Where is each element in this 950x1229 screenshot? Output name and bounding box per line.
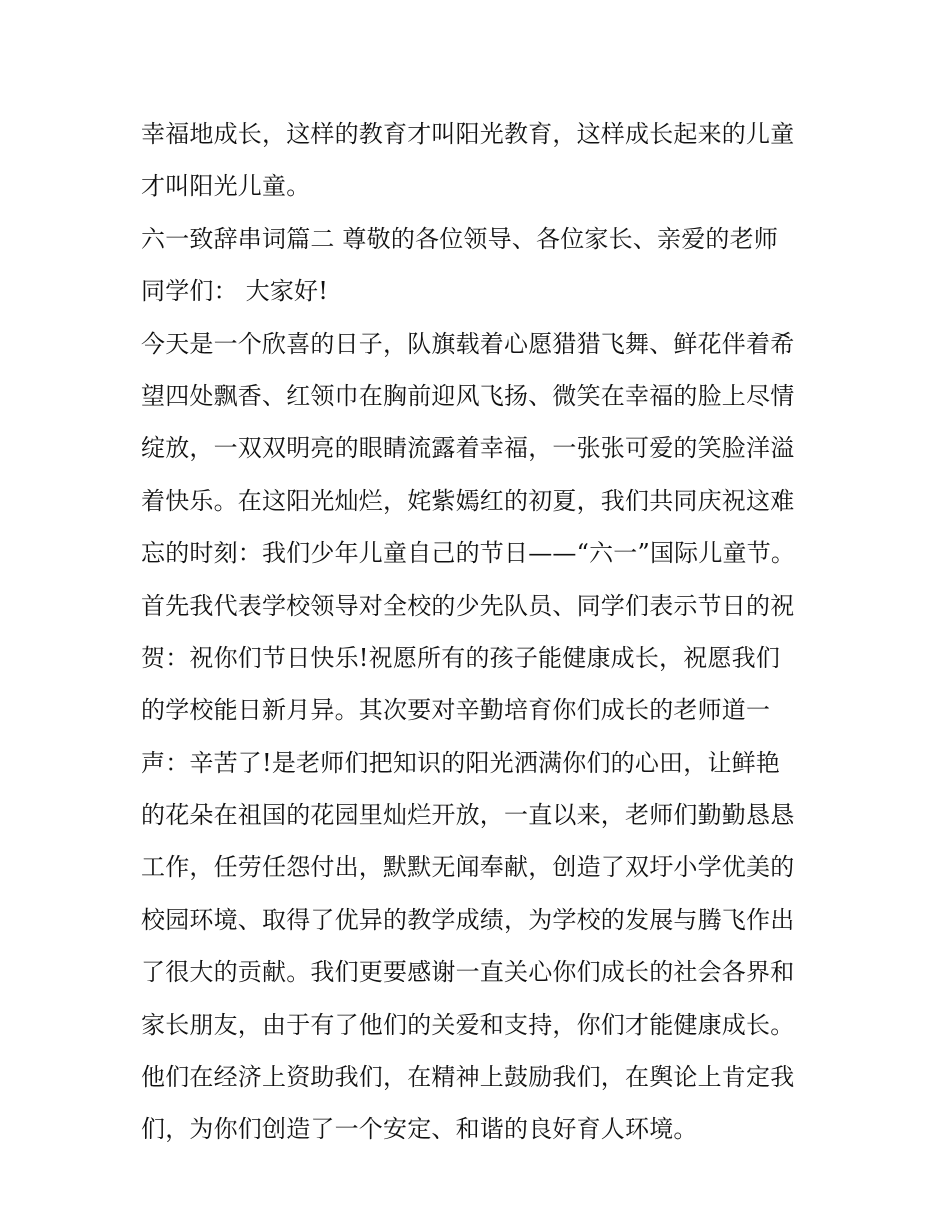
text-line: 着快乐。在这阳光灿烂，姹紫嫣红的初夏，我们共同庆祝这难 [141, 486, 795, 515]
text-line: 望四处飘香、红领巾在胸前迎风飞扬、微笑在幸福的脸上尽情 [141, 381, 795, 410]
text-line: 幸福地成长，这样的教育才叫阳光教育，这样成长起来的儿童 [141, 120, 795, 148]
section-heading-line: 六一致辞串词篇二 尊敬的各位领导、各位家长、亲爱的老师 [141, 224, 779, 253]
text-line: 了很大的贡献。我们更要感谢一直关心你们成长的社会各界和 [141, 958, 795, 987]
text-line: 他们在经济上资助我们，在精神上鼓励我们，在舆论上肯定我 [141, 1063, 795, 1092]
text-line: 的学校能日新月异。其次要对辛勤培育你们成长的老师道一 [141, 696, 771, 725]
text-line: 声：辛苦了!是老师们把知识的阳光洒满你们的心田，让鲜艳 [141, 748, 781, 777]
greeting-line: 同学们： 大家好! [141, 277, 329, 306]
text-line: 贺：祝你们节日快乐!祝愿所有的孩子能健康成长，祝愿我们 [141, 643, 781, 672]
text-line: 的花朵在祖国的花园里灿烂开放，一直以来，老师们勤勤恳恳 [141, 801, 795, 830]
text-line: 工作，任劳任怨付出，默默无闻奉献，创造了双圩小学优美的 [141, 853, 795, 882]
text-line: 绽放，一双双明亮的眼睛流露着幸福，一张张可爱的笑脸洋溢 [141, 434, 795, 463]
text-line: 才叫阳光儿童。 [141, 172, 311, 201]
text-line: 首先我代表学校领导对全校的少先队员、同学们表示节日的祝 [141, 591, 795, 620]
text-line: 校园环境、取得了优异的教学成绩，为学校的发展与腾飞作出 [141, 905, 795, 934]
text-line: 今天是一个欣喜的日子，队旗载着心愿猎猎飞舞、鲜花伴着希 [141, 329, 795, 358]
text-line: 忘的时刻：我们少年儿童自己的节日——“六一”国际儿童节。 [141, 539, 796, 568]
text-line: 家长朋友，由于有了他们的关爱和支持，你们才能健康成长。 [141, 1010, 795, 1039]
text-line: 们，为你们创造了一个安定、和谐的良好育人环境。 [141, 1115, 698, 1144]
body-text [141, 108, 821, 1156]
